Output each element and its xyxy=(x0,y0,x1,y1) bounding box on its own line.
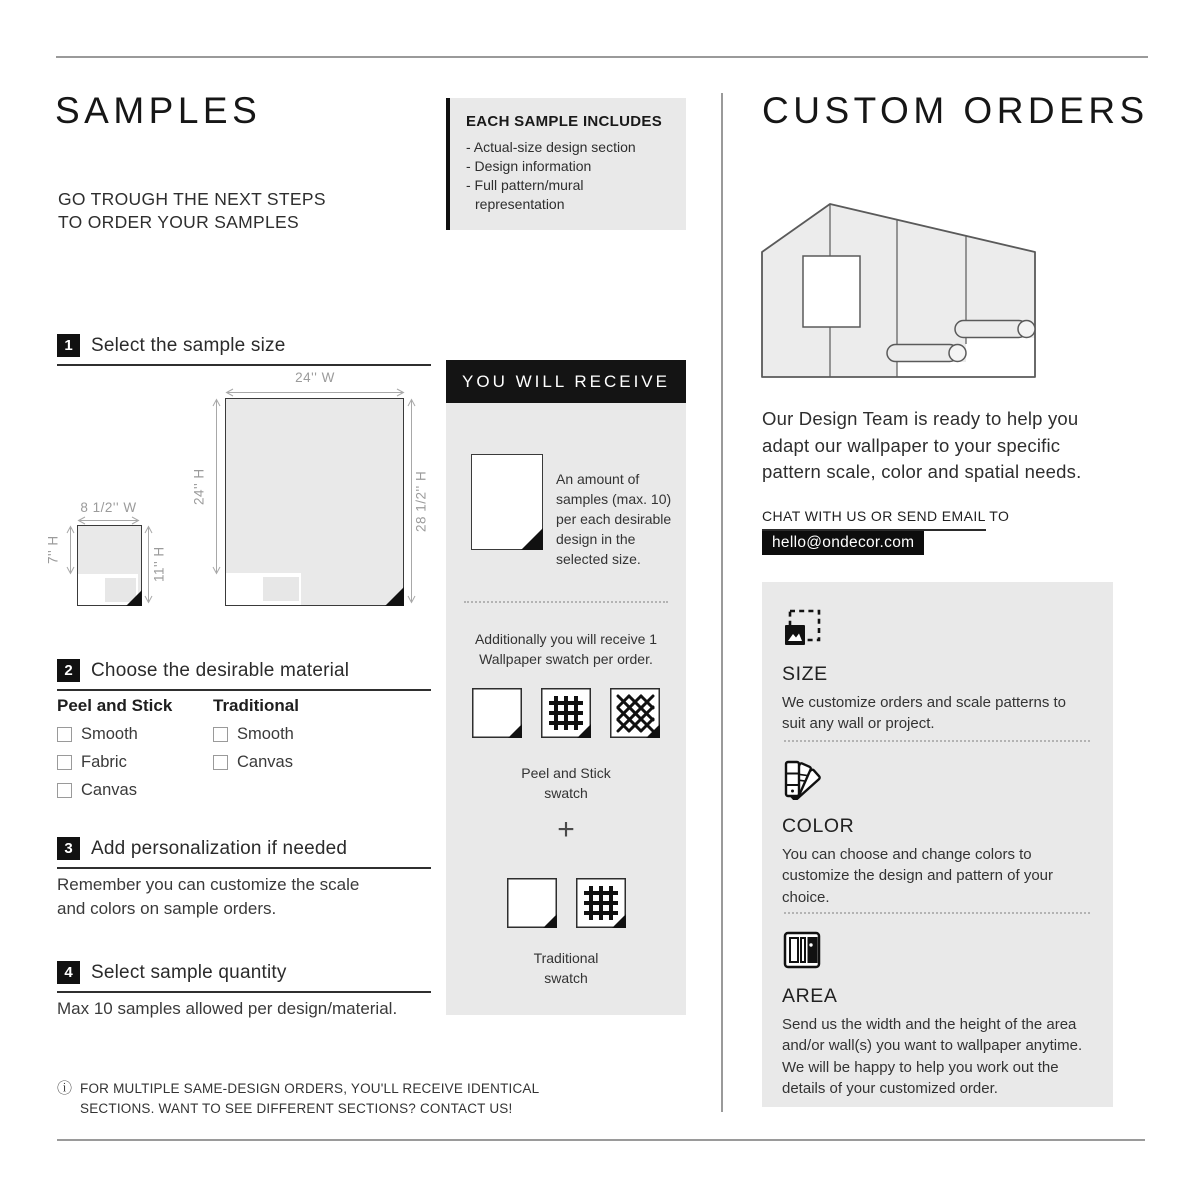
small-sample-width-dim-arrow xyxy=(77,516,140,525)
you-will-receive-header: YOU WILL RECEIVE xyxy=(446,360,686,403)
each-sample-includes-box xyxy=(446,98,686,230)
column-divider xyxy=(721,93,723,1112)
checkbox[interactable] xyxy=(57,783,72,798)
checkbox[interactable] xyxy=(57,727,72,742)
blank-swatch-icon xyxy=(507,878,557,928)
samples-intro: GO TROUGH THE NEXT STEPS TO ORDER YOUR SAMPLES xyxy=(58,189,326,233)
dotted-divider xyxy=(464,601,668,603)
small-sample-diagram xyxy=(77,525,142,606)
footnote xyxy=(57,1079,550,1120)
small-sample-design-height-dim-arrow xyxy=(66,525,75,575)
material-option-label: Smooth xyxy=(81,725,138,743)
samples-title: SAMPLES xyxy=(55,90,262,131)
material-option-row xyxy=(57,781,207,800)
feature-color-text: You can choose and change colors to customize the design and pattern of your choice. xyxy=(782,846,1053,906)
custom-orders-title: CUSTOM ORDERS xyxy=(762,90,1149,131)
material-traditional-group xyxy=(213,696,363,772)
feature-area xyxy=(782,930,1090,1099)
blank-swatch-icon xyxy=(472,688,522,738)
material-traditional-title: Traditional xyxy=(213,696,299,715)
chat-label: CHAT WITH US OR SEND EMAIL TO xyxy=(762,508,986,531)
small-sample-design-height-label: 7'' H xyxy=(45,535,61,565)
includes-item: - Actual-size design section xyxy=(466,139,636,155)
step-4-number: 4 xyxy=(57,961,80,984)
large-sample-diagram xyxy=(225,398,404,606)
material-peel-and-stick-group xyxy=(57,696,207,800)
color-icon xyxy=(782,760,822,800)
checkbox[interactable] xyxy=(213,727,228,742)
traditional-swatch-label: Traditional swatch xyxy=(533,950,599,987)
dotted-divider xyxy=(784,912,1090,914)
material-option-row xyxy=(213,753,363,772)
large-sample-full-height-label: 28 1/2'' H xyxy=(413,470,429,532)
large-sample-corner-fold xyxy=(385,587,404,606)
peel-swatch-label: Peel and Stick swatch xyxy=(521,765,611,802)
large-sample-pattern-piece xyxy=(263,577,299,601)
material-option-label: Smooth xyxy=(237,725,294,743)
large-sample-width-label: 24'' W xyxy=(295,370,335,385)
step-3-note: Remember you can customize the scale and colors on sample orders. xyxy=(57,875,360,918)
large-sample-design-height-dim-arrow xyxy=(212,398,221,575)
step-3-header xyxy=(57,837,431,869)
step-4-label: Select sample quantity xyxy=(91,961,287,983)
step-1-header xyxy=(57,334,431,366)
step-3-label: Add personalization if needed xyxy=(91,837,348,859)
dotted-divider xyxy=(784,740,1090,742)
you-will-receive-panel xyxy=(446,403,686,1015)
feature-size xyxy=(782,608,1090,735)
feature-color-name: COLOR xyxy=(782,815,855,837)
checkbox[interactable] xyxy=(57,755,72,770)
includes-title: EACH SAMPLE INCLUDES xyxy=(466,113,663,130)
step-2-number: 2 xyxy=(57,659,80,682)
footnote-text: FOR MULTIPLE SAME-DESIGN ORDERS, YOU'LL RECEIVE IDENTICAL SECTIONS. WANT TO SEE DIFFERENT SECTIONS? CONTACT US! xyxy=(80,1081,539,1117)
material-option-row xyxy=(57,725,207,744)
large-sample-design-height-label: 24'' H xyxy=(191,468,207,505)
checkbox[interactable] xyxy=(213,755,228,770)
step-3-number: 3 xyxy=(57,837,80,860)
step-1-number: 1 xyxy=(57,334,80,357)
small-sample-full-height-label: 11'' H xyxy=(151,546,167,583)
receive-additional-text: Additionally you will receive 1 Wallpaper swatch per order. xyxy=(474,631,658,668)
email-link[interactable]: hello@ondecor.com xyxy=(762,531,924,555)
large-sample-width-dim-arrow xyxy=(225,388,405,397)
crosshatch-swatch-icon xyxy=(610,688,660,738)
material-option-row xyxy=(213,725,363,744)
feature-color xyxy=(782,760,1090,908)
material-option-label: Canvas xyxy=(81,781,137,799)
plus-sign: + xyxy=(557,813,575,846)
small-sample-width-label: 8 1/2'' W xyxy=(80,500,137,515)
includes-item: - Design information xyxy=(466,158,592,175)
material-option-label: Canvas xyxy=(237,753,293,771)
receive-samples-text: An amount of samples (max. 10) per each desirable design in the selected size. xyxy=(556,471,672,568)
traditional-swatch-row xyxy=(446,878,686,928)
step-1-label: Select the sample size xyxy=(91,334,286,356)
top-rule xyxy=(56,56,1148,58)
page-corner-fold xyxy=(521,528,543,550)
custom-intro-text: Our Design Team is ready to help you adapt our wallpaper to your specific pattern scale, color and spatial needs. xyxy=(762,408,1082,483)
info-icon: ⓘ xyxy=(57,1080,73,1097)
wallpaper-wall-illustration xyxy=(755,195,1045,385)
feature-area-text: Send us the width and the height of the area and/or wall(s) you want to wallpaper anytime. We will be happy to help you work out the details of your customized order. xyxy=(782,1016,1083,1097)
step-2-label: Choose the desirable material xyxy=(91,659,350,681)
material-option-label: Fabric xyxy=(81,753,127,771)
grid-swatch-icon xyxy=(541,688,591,738)
step-4-note: Max 10 samples allowed per design/material. xyxy=(57,999,398,1018)
small-sample-corner-fold xyxy=(126,590,142,606)
material-option-row xyxy=(57,753,207,772)
includes-item: - Full pattern/mural representation xyxy=(466,177,584,213)
step-2-header xyxy=(57,659,431,691)
sample-page-icon xyxy=(471,454,543,550)
area-icon xyxy=(782,930,822,970)
step-4-header xyxy=(57,961,431,993)
peel-swatch-row xyxy=(446,688,686,738)
custom-features-panel xyxy=(762,582,1113,1107)
material-peel-and-stick-title: Peel and Stick xyxy=(57,696,173,715)
feature-size-text: We customize orders and scale patterns to suit any wall or project. xyxy=(782,694,1067,733)
feature-area-name: AREA xyxy=(782,985,838,1007)
email-link-wrap xyxy=(762,531,924,555)
feature-size-name: SIZE xyxy=(782,663,828,685)
grid-swatch-icon xyxy=(576,878,626,928)
size-icon xyxy=(782,608,822,648)
bottom-rule xyxy=(57,1139,1145,1141)
